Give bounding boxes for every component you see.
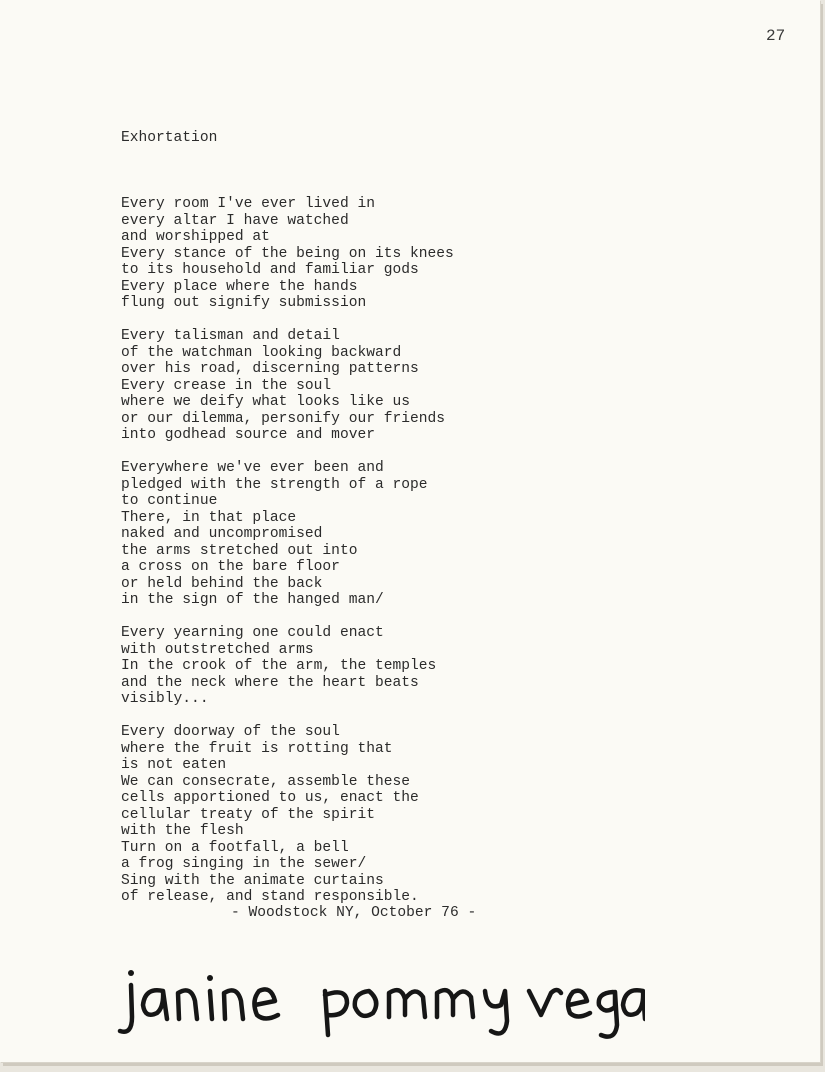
poem-line: every altar I have watched [121,212,349,229]
poem-line: of release, and stand responsible. [121,889,419,905]
poem-line: where we deify what looks like us [121,394,411,410]
poem-line: Everywhere we've ever been and [121,460,384,476]
poem-line: a cross on the bare floor [121,559,340,575]
poem-line: over his road, discerning patterns [121,361,419,377]
signature-drawing [115,965,645,1045]
poem-line: pledged with the strength of a rope [121,476,428,493]
poem-line: to its household and familiar gods [121,262,419,278]
poem-line: and the neck where the heart beats [121,674,419,691]
poem-line: naked and uncompromised [121,526,323,542]
poem-line: In the crook of the arm, the temples [121,658,437,674]
poem-line: is not eaten [121,757,227,773]
poem-line: the arms stretched out into [121,542,358,559]
poem-stanzas [121,196,454,906]
poem-stanza [121,625,454,708]
poem-line: Every crease in the soul [121,377,332,394]
dateline: - Woodstock NY, October 76 - [231,905,477,921]
poem-line: to continue [121,493,218,509]
poem-line: where the fruit is rotting that [121,740,393,757]
poem-line: visibly... [121,691,209,707]
poem-line: Turn on a footfall, a bell [121,839,349,856]
poem [121,97,454,955]
handwritten-signature [115,965,645,1045]
poem-line: of the watchman looking backward [121,344,402,361]
poem-line: cellular treaty of the spirit [121,806,375,823]
poem-line: cells apportioned to us, enact the [121,790,419,806]
poem-stanza [121,724,454,906]
poem-line: with outstretched arms [121,641,314,658]
poem-line: Every talisman and detail [121,328,340,344]
poem-stanza [121,196,454,312]
poem-line: We can consecrate, assemble these [121,773,411,790]
page-number: 27 [766,27,786,45]
poem-line: Every yearning one could enact [121,625,384,641]
poem-line: or held behind the back [121,575,323,592]
poem-line: Every room I've ever lived in [121,196,375,212]
poem-line: Every doorway of the soul [121,724,340,740]
poem-line: There, in that place [121,509,297,526]
poem-line: Sing with the animate curtains [121,872,384,889]
poem-line: and worshipped at [121,229,270,245]
poem-line: into godhead source and mover [121,427,375,443]
poem-line: a frog singing in the sewer/ [121,856,367,872]
poem-line: Every place where the hands [121,278,358,295]
poem-line: or our dilemma, personify our friends [121,410,446,427]
poem-line: Every stance of the being on its knees [121,245,454,262]
poem-stanza [121,460,454,609]
poem-line: flung out signify submission [121,295,367,311]
poem-line: in the sign of the hanged man/ [121,592,384,608]
poem-stanza [121,328,454,444]
poem-title: Exhortation [121,130,218,146]
poem-line: with the flesh [121,823,244,839]
